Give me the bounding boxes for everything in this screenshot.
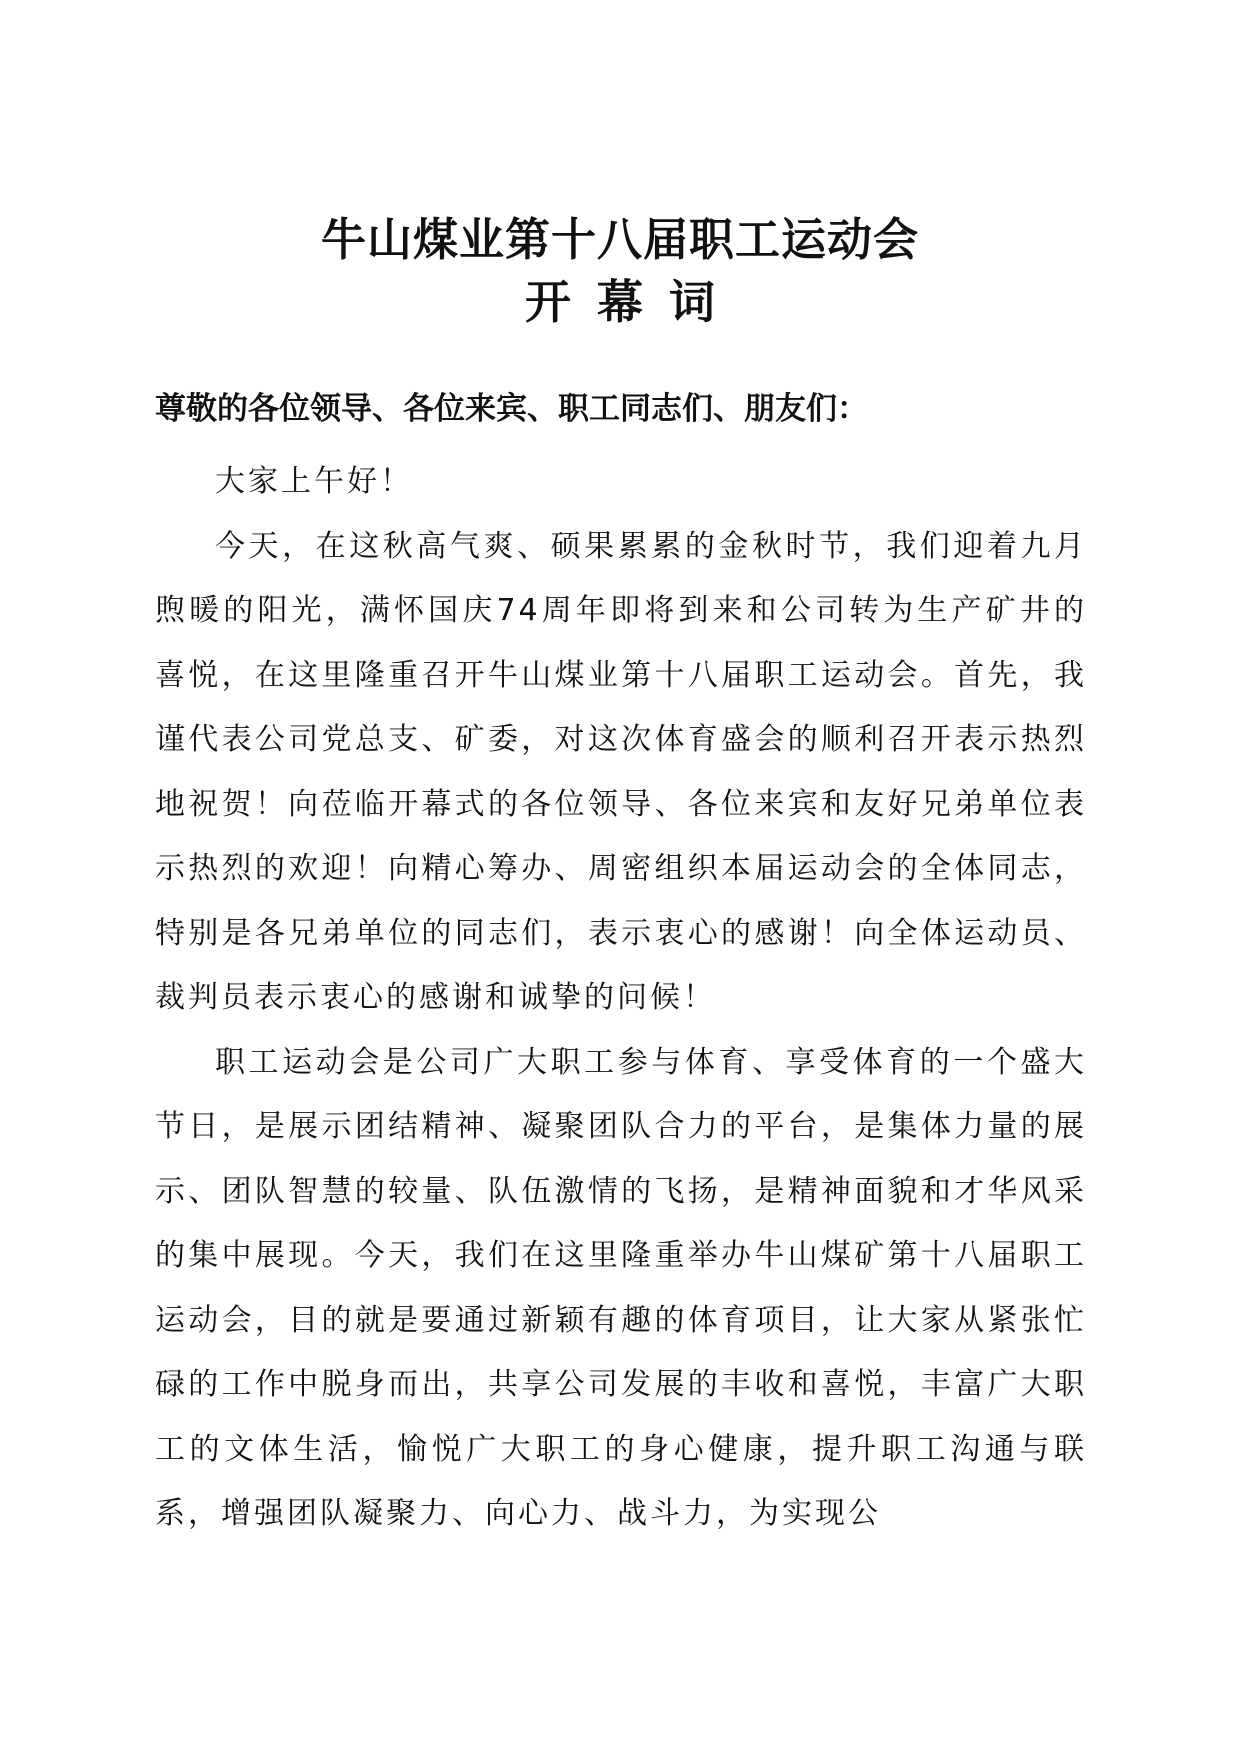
paragraph-purpose: 职工运动会是公司广大职工参与体育、享受体育的一个盛大节日，是展示团结精神、凝聚团队合力的平台，是集体力量的展示、团队智慧的较量、队伍激情的飞扬，是精神面貌和才华风采的集中展现。今天，我们在这里隆重举办牛山煤矿第十八届职工运动会，目的就是要通过新颖有趣的体育项目，让大家从紧张忙碌的工作中脱身而出，共享公司发展的丰收和喜悦，丰富广大职工的文体生活，愉悦广大职工的身心健康，提升职工沟通与联系，增强团队凝聚力、向心力、战斗力，为实现公: [155, 1044, 1087, 1531]
body-text: [155, 450, 1087, 1547]
paragraph-opening: 今天，在这秋高气爽、硕果累累的金秋时节，我们迎着九月煦暖的阳光，满怀国庆74周年即将到来和公司转为生产矿井的喜悦，在这里隆重召开牛山煤业第十八届职工运动会。首先，我谨代表公司党总支、矿委，对这次体育盛会的顺利召开表示热烈地祝贺！向莅临开幕式的各位领导、各位来宾和友好兄弟单位表示热烈的欢迎！向精心筹办、周密组织本届运动会的全体同志，特别是各兄弟单位的同志们，表示衷心的感谢！向全体运动员、裁判员表示衷心的感谢和诚挚的问候！: [155, 528, 1087, 1015]
title-subtitle: 开幕词: [525, 275, 741, 329]
salutation: 尊敬的各位领导、各位来宾、职工同志们、朋友们：: [155, 391, 868, 427]
document-title: [0, 210, 1240, 334]
title-main: 牛山煤业第十八届职工运动会: [320, 213, 919, 266]
paragraph-greeting: 大家上午好！: [215, 464, 413, 499]
